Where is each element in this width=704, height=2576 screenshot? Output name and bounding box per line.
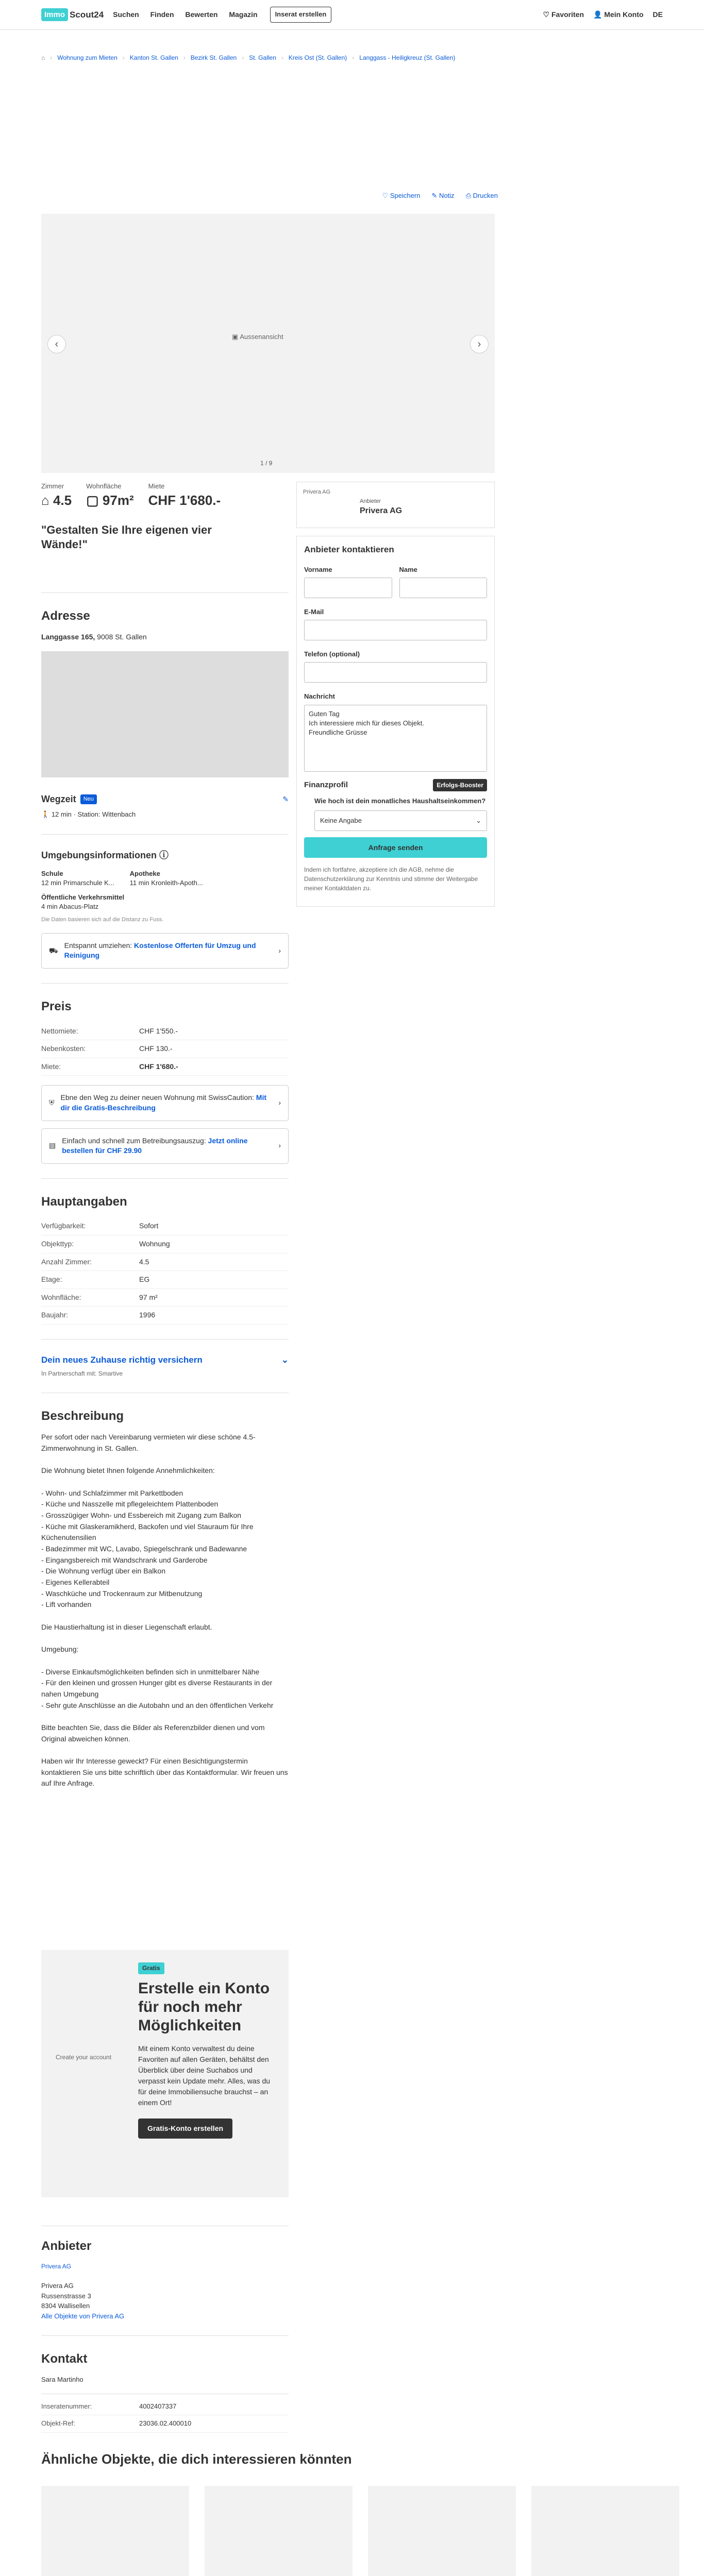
swisscaution-promo[interactable]: ⛨ Ebne den Weg zu deiner neuen Wohnung mit SwissCaution: Mit dir die Gratis-Beschreibung › [41,1085,289,1121]
favorites-link[interactable]: ♡ Favoriten [543,10,584,19]
table-row: Wohnfläche: 97 m² [41,1289,289,1307]
create-account-card: Create your account Gratis Erstelle ein Konto für noch mehr Möglichkeiten Mit einem Konto verwaltest du deine Favoriten auf allen Geräten, behältst den Überblick über deine Suchabos und verpasst kein Update mehr. Alles, was du für deine Immobiliensuche brauchst – an einem Ort! Gratis-Konto erstellen [41,1950,289,2197]
key-fact-rent: Miete CHF 1'680.- [148,482,221,509]
send-request-button[interactable]: Anfrage senden [304,837,487,858]
description-text: Per sofort oder nach Vereinbarung vermieten wir diese schöne 4.5-Zimmerwohnung in St. Gallen. Die Wohnung bietet Ihnen folgende Annehmlichkeiten: - Wohn- und Schlafzimmer mit Parkettboden - Küche und Nasszelle mit pflegeleichtem Plattenboden - Grosszügiger Wohn- und Essbereich mit Zugang zum Balkon - Küche mit Glaskeramikherd, Backofen und viel Stauraum für Ihre Küchenutensilien - Badezimmer mit WC, Lavabo, Spiegelschrank und Badewanne - Eingangsbereich mit Wandschrank und Garderobe - Die Wohnung verfügt über ein Balkon - Eigenes Kellerabteil - Waschküche und Trockenraum zur Mitbenutzung - Lift vorhanden Die Haustierhaltung ist in dieser Liegenschaft erlaubt. Umgebung: - Diverse Einkaufsmöglichkeiten befinden sich in unmittelbarer Nähe - Für den kleinen und grossen Hunger gibt es diverse Restaurants in der nahen Umgebung - Sehr gute Anschlüsse an die Autobahn und an den öffentlichen Verkehr Bitte beachten Sie, dass die Bilder als Referenzbilder dienen und vom Original abweichen können. Haben wir Ihr Interesse geweckt? Für einen Besichtigungstermin kontaktieren Sie uns bitte schriftlich über das Kontaktformular. Wir freuen uns auf Ihre Anfrage. [41,1433,288,1788]
chevron-right-icon: › [278,1098,281,1107]
chevron-down-icon: ⌄ [281,1354,289,1365]
table-row: Verfügbarkeit: Sofort [41,1217,289,1235]
main-facts-title: Hauptangaben [41,1194,127,1209]
key-fact-rooms: Zimmer ⌂ 4.5 [41,482,72,509]
provider-section: Anbieter Privera AG Privera AG Russenstrasse 3 8304 Wallisellen Alle Objekte von Privera AG Kontakt Sara Martinho Inseratenummer: 4002407337 Objekt-Ref: 23036.02.400010 [41,2226,289,2433]
main-nav [113,10,266,20]
table-row: Nettomiete: CHF 1'550.- [41,1023,289,1040]
similar-card[interactable] [41,2486,189,2576]
site-header [0,0,704,30]
finance-profile: Finanzprofil Erfolgs-Booster [304,779,487,792]
language-select[interactable]: DE [652,10,663,19]
breadcrumb-item[interactable]: Wohnung zum Mieten [57,54,118,61]
map[interactable] [41,651,289,777]
extract-promo[interactable]: ▤ Einfach und schnell zum Betreibungsauszug: Jetzt online bestellen für CHF 29.90 › [41,1128,289,1164]
message-textarea[interactable]: Guten Tag Ich interessiere mich für dieses Objekt. Freundliche Grüsse [304,705,487,772]
agent-card: Privera AG Anbieter Privera AG [296,482,495,528]
agent-name: Privera AG [360,506,403,516]
house-icon: ⌂ [41,493,49,509]
booster-badge: Erfolgs-Booster [433,779,487,792]
contact-name: Sara Martinho [41,2375,83,2383]
partner-logo: Smartive [98,1369,123,1377]
heart-icon: ♡ [543,10,550,19]
breadcrumb: ⌂ › Wohnung zum Mieten › Kanton St. Gallen › Bezirk St. Gallen › St. Gallen › Kreis Ost (St. Gallen) › Langgass - Heiligkreuz (St. Gallen) [41,54,456,61]
table-row: Etage: EG [41,1271,289,1289]
image-gallery[interactable] [41,214,495,473]
walk-icon: 🚶 [41,810,50,819]
email-input[interactable] [304,620,487,640]
print-button[interactable]: ⎙ Drucken [465,192,498,199]
create-account-button[interactable]: Gratis-Konto erstellen [138,2119,232,2139]
provider-logo[interactable]: Privera AG [41,2262,72,2270]
chevron-right-icon: › [278,946,281,955]
nav-find[interactable]: Finden [150,10,174,19]
document-icon: ▤ [49,1141,56,1150]
provider-listings-link[interactable]: Alle Objekte von Privera AG [41,2312,125,2320]
similar-card[interactable] [531,2486,679,2576]
similar-title: Ähnliche Objekte, die dich interessieren könnten [41,2451,352,2467]
free-badge: Gratis [138,1962,164,1974]
contact-table [41,2398,289,2432]
price-title: Preis [41,999,72,1014]
note-button[interactable]: ✎ Notiz [431,192,455,199]
area-icon: ▢ [86,493,99,509]
chevron-left-icon: ‹ [55,338,59,350]
breadcrumb-item[interactable]: Kreis Ost (St. Gallen) [288,54,347,61]
breadcrumb-item[interactable]: Kanton St. Gallen [129,54,178,61]
form-fine-print: Indem ich fortfahre, akzeptiere ich die AGB, nehme die Datenschutzerklärung zur Kenntnis und stimme der Weitergabe meiner Kontaktdaten zu. [304,866,478,892]
address-text: Langgasse 165, 9008 St. Gallen [41,632,147,641]
key-facts [41,482,221,510]
address-title: Adresse [41,609,90,623]
save-button[interactable]: ♡ Speichern [382,192,421,199]
gallery-prev-button[interactable] [47,335,66,353]
nav-evaluate[interactable]: Bewerten [185,10,218,19]
left-column: Adresse Langgasse 165, 9008 St. Gallen Wegzeit Neu ✎ 🚶 12 min · Station: Wittenbach Umgebungsinformationen ⓘ Schule 12 min Primarschule K... Apotheke 11 min Kronleith-Apoth... Öffentliche Verkehrsmittel 4 min Abacus-Platz Die Daten basieren sich auf die Distanz zu Fuss. ⛟ Entspannt umziehen: Kostenlose Offerten für Umzug und Reinigung › Preis Nettomiete: CHF 1'550.- Nebenkosten: CHF 130.- Miete: CHF 1'680.- ⛨ Ebne den Weg zu deiner neuen Wohnung mit SwissCaution: Mit dir die Gratis-Beschreibung › ▤ Einfach und schnell zum Betreibungsauszug: Jetzt online bestellen für CHF 29.90 › Hauptangaben Verfügbarkeit: Sofort Objekttyp: Wohnung Anzahl Zimmer: 4.5 Etage: EG Wohnfläche: 97 m² Baujahr: 1996 Dein neues Zuhause richtig versichern ⌄ In Partnerschaft mit: Smartive Beschreibung Per sofort oder nach Vereinbarung vermieten wir diese schöne 4.5-Zimmerwohnung in St. Gallen. Die Wohnung bietet Ihnen folgende Annehmlichkeiten: - Wohn- und Schlafzimmer mit Parkettboden - Küche und Nasszelle mit pflegeleichtem Plattenboden - Grosszügiger Wohn- und Essbereich mit Zugang zum Balkon - Küche mit Glaskeramikherd, Backofen und viel Stauraum für Ihre Küchenutensilien - Badezimmer mit WC, Lavabo, Spiegelschrank und Badewanne - Eingangsbereich mit Wandschrank und Garderobe - Die Wohnung verfügt über ein Balkon - Eigenes Kellerabteil - Waschküche und Trockenraum zur Mitbenutzung - Lift vorhanden Die Haustierhaltung ist in dieser Liegenschaft erlaubt. Umgebung: - Diverse Einkaufsmöglichkeiten befinden sich in unmittelbarer Nähe - Für den kleinen und grossen Hunger gibt es diverse Restaurants in der nahen Umgebung - Sehr gute Anschlüsse an die Autobahn und an den öffentlichen Verkehr Bitte beachten Sie, dass die Bilder als Referenzbilder dienen und vom Original abweichen können. Haben wir Ihr Interesse geweckt? Für einen Besichtigungstermin kontaktieren Sie uns bitte schriftlich über das Kontaktformular. Wir freuen uns auf Ihre Anfrage. [41,592,289,1789]
account-illustration: Create your account [56,2054,112,2061]
table-row: Nebenkosten: CHF 130.- [41,1040,289,1058]
travel-time: Wegzeit Neu ✎ [41,794,289,805]
agent-logo: Privera AG [303,489,331,495]
similar-listings [41,2486,679,2576]
chevron-right-icon: › [477,338,481,350]
home-icon[interactable]: ⌂ [41,54,45,61]
shield-icon: ⛨ [49,1098,55,1107]
edit-icon[interactable]: ✎ [282,794,289,803]
table-row: Miete: CHF 1'680.- [41,1058,289,1076]
insert-listing-button[interactable]: Inserat erstellen [270,7,332,22]
price-table [41,1023,289,1076]
description-title: Beschreibung [41,1409,124,1423]
user-icon: 👤 [593,10,602,19]
gallery-counter: 1 / 9 [260,460,273,467]
logo[interactable]: Immo Scout24 [41,8,104,21]
last-name-input[interactable] [399,578,488,598]
first-name-input[interactable] [304,578,392,598]
table-row: Objekt-Ref: 23036.02.400010 [41,2415,289,2432]
main-facts-table [41,1217,289,1325]
listing-actions [382,191,498,200]
truck-icon: ⛟ [49,946,58,955]
chevron-right-icon: › [278,1141,281,1150]
breadcrumb-item[interactable]: Langgass - Heiligkreuz (St. Gallen) [359,54,456,61]
insurance-accordion[interactable]: Dein neues Zuhause richtig versichern ⌄ [41,1354,289,1366]
gallery-next-button[interactable] [470,335,489,353]
table-row: Inseratenummer: 4002407337 [41,2398,289,2415]
chevron-down-icon: ⌄ [476,816,481,824]
moving-promo[interactable]: ⛟ Entspannt umziehen: Kostenlose Offerten für Umzug und Reinigung › [41,933,289,969]
table-row: Baujahr: 1996 [41,1307,289,1325]
header-right [543,10,663,20]
contact-form: Anbieter kontaktieren Vorname Name E-Mail Telefon (optional) Nachricht Guten Tag Ich interessiere mich für dieses Objekt. Freundliche Grüsse Finanzprofil Erfolgs-Booster Wie hoch ist dein monatliches Haushaltseinkommen? Keine Angabe ⌄ Anfrage senden Indem ich fortfahre, akzeptiere ich die AGB, nehme die Datenschutzerklärung zur Kenntnis und stimme der Weitergabe meiner Kontaktdaten zu. [296,536,495,907]
nav-magazine[interactable]: Magazin [229,10,258,19]
surroundings-title: Umgebungsinformationen ⓘ [41,850,169,860]
breadcrumb-item[interactable]: Bezirk St. Gallen [190,54,237,61]
similar-card[interactable] [368,2486,516,2576]
table-row: Objekttyp: Wohnung [41,1235,289,1253]
account-link[interactable]: 👤 Mein Konto [593,10,644,19]
info-icon[interactable]: ⓘ [159,850,169,860]
contact-form-title: Anbieter kontaktieren [304,545,394,554]
gallery-image: ▣ Aussenansicht [232,333,283,341]
nav-search[interactable]: Suchen [113,10,139,19]
phone-input[interactable] [304,662,487,683]
income-select[interactable]: Keine Angabe ⌄ [314,810,487,831]
table-row: Anzahl Zimmer: 4.5 [41,1253,289,1271]
similar-card[interactable] [205,2486,353,2576]
new-badge: Neu [80,794,97,804]
key-fact-area: Wohnfläche ▢ 97m² [86,482,134,509]
listing-title: "Gestalten Sie Ihre eigenen vier Wände!" [41,523,212,551]
breadcrumb-item[interactable]: St. Gallen [249,54,276,61]
